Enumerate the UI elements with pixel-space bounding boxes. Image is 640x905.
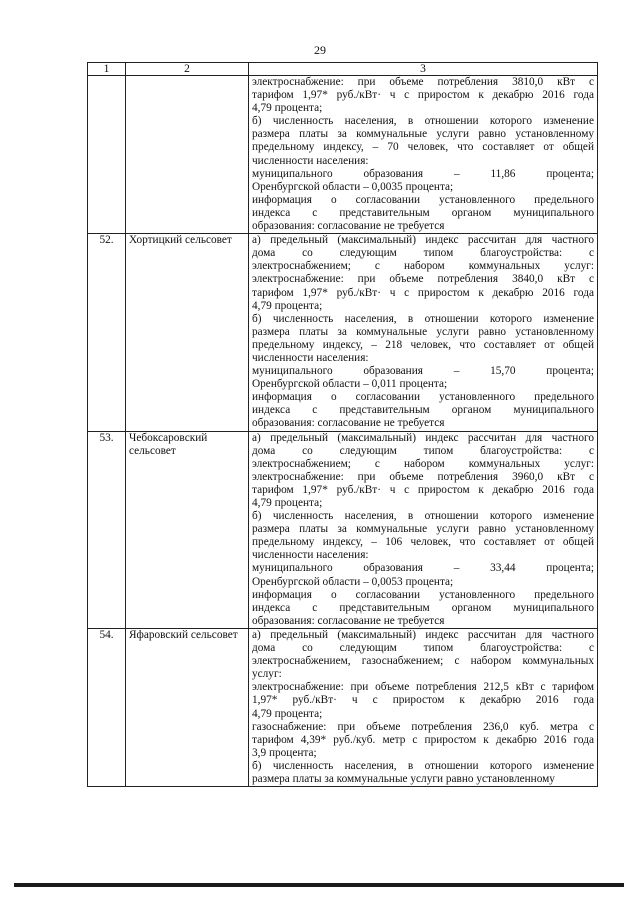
text-line: электроснабжение: при объеме потребления 212,5 кВт с тарифом <box>252 681 594 694</box>
text-line: услуг: <box>252 668 282 681</box>
text-line: образования: согласование не требуется <box>252 220 445 233</box>
text-line: предельному индексу, – 70 человек, что составляет от общей <box>252 141 594 154</box>
text-line: индекса с представительным органом муниципального <box>252 404 594 417</box>
table-row <box>88 76 598 234</box>
text-line: электроснабжением; с набором коммунальных услуг: <box>252 457 594 470</box>
text-line: индекса с представительным органом муниципального <box>252 206 594 219</box>
text-line: тарифом 1,97* руб./кВт· ч с приростом к декабрю 2016 года <box>252 89 594 102</box>
table-row <box>88 234 598 431</box>
text-line: тарифом 4,39* руб./куб. метр с приростом к декабрю 2016 года <box>252 733 594 746</box>
table-body <box>88 76 598 787</box>
text-line: образования: согласование не требуется <box>252 614 445 627</box>
text-line: б) численность населения, в отношении которого изменение <box>252 759 594 772</box>
text-line: тарифом 1,97* руб./кВт· ч с приростом к декабрю 2016 года <box>252 286 594 299</box>
settlement-name <box>126 76 249 234</box>
text-line: электроснабжение: при объеме потребления 3840,0 кВт с <box>252 273 594 286</box>
page-number: 29 <box>314 43 326 57</box>
text-line: электроснабжение: при объеме потребления 3960,0 кВт с <box>252 470 594 483</box>
table-row <box>88 431 598 628</box>
text-line: размера платы за коммунальные услуги равно установленному <box>252 128 594 141</box>
text-line: а) предельный (максимальный) индекс рассчитан для частного <box>252 628 594 641</box>
text-line: дома со следующим типом благоустройства: с <box>252 642 594 655</box>
row-number: 52. <box>88 234 126 431</box>
table-row <box>88 628 598 786</box>
text-line: б) численность населения, в отношении которого изменение <box>252 510 594 523</box>
text-line: тарифом 1,97* руб./кВт· ч с приростом к декабрю 2016 года <box>252 483 594 496</box>
text-line: электроснабжением, газоснабжением; с набором коммунальных <box>252 655 594 668</box>
text-line: численности населения: <box>252 549 369 562</box>
text-line: предельному индексу, – 106 человек, что составляет от общей <box>252 536 594 549</box>
text-line: 1,97* руб./кВт· ч с приростом к декабрю 2016 года <box>252 694 594 707</box>
text-line: размера платы за коммунальные услуги равно установленному <box>252 772 555 785</box>
column-header-settlement: 2 <box>126 63 249 76</box>
footer-rule <box>14 883 624 887</box>
text-line: 3,9 процента; <box>252 746 317 759</box>
text-line: 4,79 процента; <box>252 497 323 509</box>
text-line: Оренбургской области – 0,011 процента; <box>252 378 448 391</box>
text-line: дома со следующим типом благоустройства: с <box>252 247 594 260</box>
index-details <box>249 234 598 431</box>
column-header-number: 1 <box>88 63 126 76</box>
text-line: Оренбургской области – 0,0053 процента; <box>252 575 454 588</box>
row-number: 53. <box>88 431 126 628</box>
row-number <box>88 76 126 234</box>
text-line: Оренбургской области – 0,0035 процента; <box>252 180 454 193</box>
column-header-details: 3 <box>249 63 598 76</box>
text-line: численности населения: <box>252 351 369 364</box>
settlement-name: Хортицкий сельсовет <box>126 234 249 431</box>
table-header <box>88 63 598 76</box>
text-line: муниципального образования – 33,44 процента; <box>252 562 594 575</box>
text-line: 4,79 процента; <box>252 102 323 115</box>
text-line: газоснабжение: при объеме потребления 236,0 куб. метра с <box>252 720 594 733</box>
index-details <box>249 76 598 234</box>
text-line: электроснабжение: при объеме потребления 3810,0 кВт с <box>252 76 594 88</box>
text-line: образования: согласование не требуется <box>252 417 445 430</box>
text-line: 4,79 процента; <box>252 707 323 720</box>
text-line: размера платы за коммунальные услуги равно установленному <box>252 325 594 338</box>
text-line: муниципального образования – 15,70 процента; <box>252 365 594 378</box>
settlement-name: Яфаровский сельсовет <box>126 628 249 786</box>
text-line: б) численность населения, в отношении которого изменение <box>252 312 594 325</box>
settlements-table <box>87 62 598 787</box>
text-line: индекса с представительным органом муниципального <box>252 601 594 614</box>
text-line: электроснабжением; с набором коммунальных услуг: <box>252 260 594 273</box>
text-line: дома со следующим типом благоустройства: с <box>252 444 594 457</box>
text-line: б) численность населения, в отношении которого изменение <box>252 115 594 128</box>
row-number: 54. <box>88 628 126 786</box>
text-line: численности населения: <box>252 154 369 167</box>
index-details <box>249 431 598 628</box>
index-details <box>249 628 598 786</box>
text-line: муниципального образования – 11,86 процента; <box>252 167 594 180</box>
text-line: информация о согласовании установленного предельного <box>252 588 594 601</box>
text-line: а) предельный (максимальный) индекс рассчитан для частного <box>252 234 594 247</box>
text-line: размера платы за коммунальные услуги равно установленному <box>252 523 594 536</box>
text-line: информация о согласовании установленного предельного <box>252 193 594 206</box>
text-line: 4,79 процента; <box>252 299 323 312</box>
text-line: предельному индексу, – 218 человек, что составляет от общей <box>252 338 594 351</box>
text-line: информация о согласовании установленного предельного <box>252 391 594 404</box>
text-line: а) предельный (максимальный) индекс рассчитан для частного <box>252 431 594 444</box>
settlement-name: Чебоксаровский сельсовет <box>126 431 249 628</box>
